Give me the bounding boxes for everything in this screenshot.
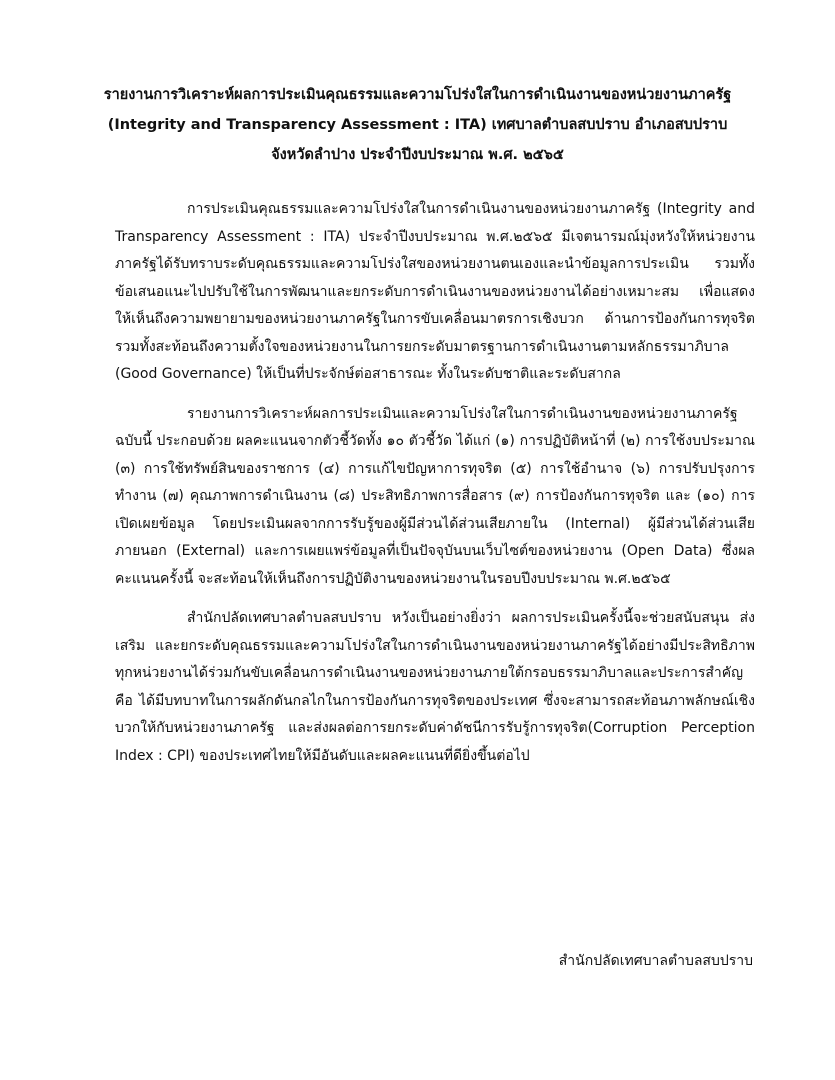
document-title: [60, 80, 775, 170]
paragraph-1: การประเมินคุณธรรมและความโปร่งใสในการดำเนินงานของหน่วยงานภาครัฐ (Integrity and Transparency Assessment : ITA) ประจำปีงบประมาณ พ.ศ.๒๕๖๕ มีเจตนารมณ์มุ่งหวังให้หน่วยงานภาครัฐได้รับทราบระดับคุณธรรมและความโปร่งใสของหน่วยงานตนเองและนำข้อมูลการประเมิน รวมทั้ง ข้อเสนอแนะไปปรับใช้ในการพัฒนาและยกระดับการดำเนินงานของหน่วยงานได้อย่างเหมาะสม เพื่อแสดงให้เห็นถึงความพยายามของหน่วยงานภาครัฐในการขับเคลื่อนมาตรการเชิงบวก ด้านการป้องกันการทุจริต รวมทั้งสะท้อนถึงความตั้งใจของหน่วยงานในการยกระดับมาตรฐานการดำเนินงานตามหลักธรรมาภิบาล (Good Governance) ให้เป็นที่ประจักษ์ต่อสาธารณะ ทั้งในระดับชาติและระดับสากล: [115, 201, 755, 382]
document-body: [115, 196, 755, 782]
signature-office: สำนักปลัดเทศบาลตำบลสบปราบ: [558, 953, 753, 969]
title-line-3: จังหวัดลำปาง ประจำปีงบประมาณ พ.ศ. ๒๕๖๕: [271, 147, 564, 163]
title-line-1: รายงานการวิเคราะห์ผลการประเมินคุณธรรมและความโปร่งใสในการดำเนินงานของหน่วยงานภาครัฐ: [103, 87, 732, 103]
paragraph-2: รายงานการวิเคราะห์ผลการประเมินและความโปร่งใสในการดำเนินงานของหน่วยงานภาครัฐฉบับนี้ ประกอบด้วย ผลคะแนนจากตัวชี้วัดทั้ง ๑๐ ตัวชี้วัด ได้แก่ (๑) การปฏิบัติหน้าที่ (๒) การใช้งบประมาณ (๓) การใช้ทรัพย์สินของราชการ (๔) การแก้ไขปัญหาการทุจริต (๕) การใช้อำนาจ (๖) การปรับปรุงการทำงาน (๗) คุณภาพการดำเนินงาน (๘) ประสิทธิภาพการสื่อสาร (๙) การป้องกันการทุจริต และ (๑๐) การเปิดเผยข้อมูล โดยประเมินผลจากการรับรู้ของผู้มีส่วนได้ส่วนเสียภายใน (Internal) ผู้มีส่วนได้ส่วนเสียภายนอก (External) และการเผยแพร่ข้อมูลที่เป็นปัจจุบันบนเว็บไซต์ของหน่วยงาน (Open Data) ซึ่งผลคะแนนครั้งนี้ จะสะท้อนให้เห็นถึงการปฏิบัติงานของหน่วยงานในรอบปีงบประมาณ พ.ศ.๒๕๖๕: [115, 405, 755, 587]
paragraph-3: สำนักปลัดเทศบาลตำบลสบปราบ หวังเป็นอย่างยิ่งว่า ผลการประเมินครั้งนี้จะช่วยสนับสนุน ส่งเสริม และยกระดับคุณธรรมและความโปร่งใสในการดำเนินงานของหน่วยงานภาครัฐได้อย่างมีประสิทธิภาพ ทุกหน่วยงานได้ร่วมกันขับเคลื่อนการดำเนินงานของหน่วยงานภายใต้กรอบธรรมาภิบาลและประการสำคัญคือ ได้มีบทบาทในการผลักดันกลไกในการป้องกันการทุจริตของประเทศ ซึ่งจะสามารถสะท้อนภาพลักษณ์เชิงบวกให้กับหน่วยงานภาครัฐ และส่งผลต่อการยกระดับค่าดัชนีการรับรู้การทุจริต(Corruption Perception Index : CPI) ของประเทศไทยให้มีอันดับและผลคะแนนที่ดียิ่งขึ้นต่อไป: [115, 610, 755, 764]
title-line-2: (Integrity and Transparency Assessment : ITA) เทศบาลตำบลสบปราบ อำเภอสบปราบ: [107, 117, 728, 133]
